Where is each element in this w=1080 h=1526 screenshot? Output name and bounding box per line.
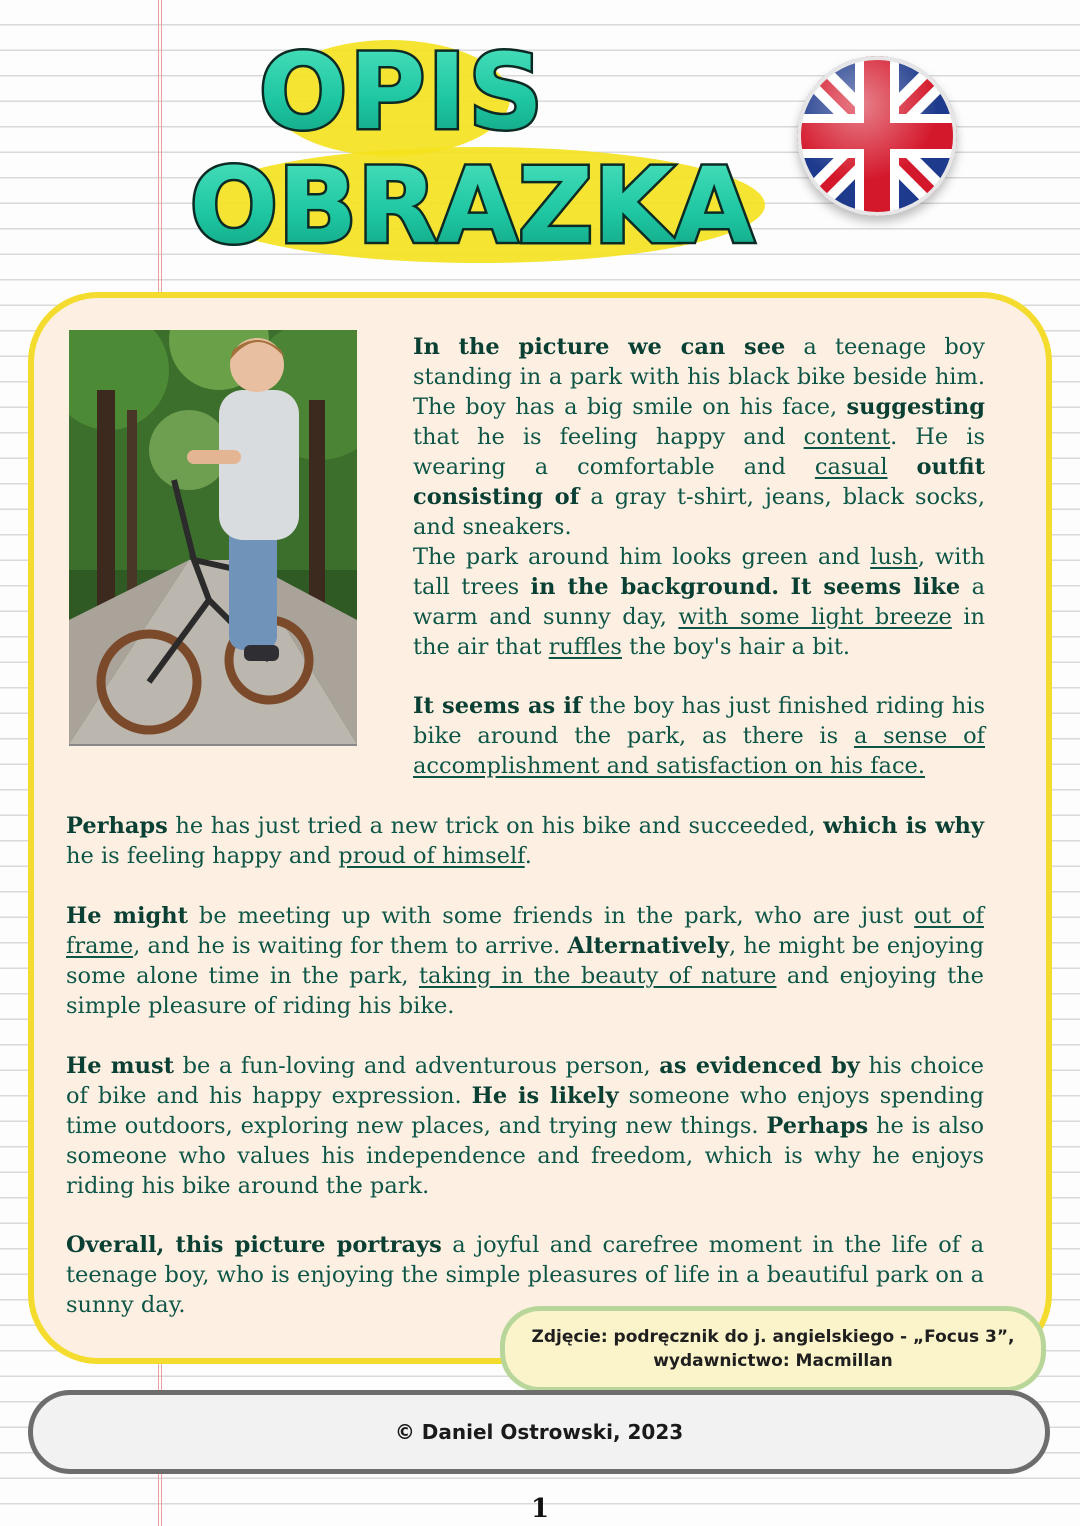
text-run: , he might be enjoying some alone time in the park,: [66, 933, 984, 989]
key-phrase: Overall, this picture portrays: [66, 1232, 442, 1258]
page-number: 1: [530, 1494, 550, 1524]
vocabulary-phrase: a sense of accomplishment and satisfaction on his face.: [413, 723, 985, 779]
key-phrase: Perhaps: [66, 813, 168, 839]
vocabulary-phrase: taking in the beauty of nature: [418, 963, 777, 989]
title-line-2: OBRAZKA: [189, 145, 755, 267]
text-run: the boy's hair a bit.: [621, 634, 851, 660]
copyright-text: © Daniel Ostrowski, 2023: [394, 1420, 684, 1444]
key-phrase: Perhaps: [766, 1113, 869, 1139]
text-run: the boy has just finished riding his bike around the park, as there is: [413, 693, 985, 749]
text-run: , and he is waiting for them to arrive.: [133, 933, 568, 959]
text-run: he is also someone who values his independence and freedom, which is why he enjoys riding his bike around the park.: [66, 1113, 984, 1199]
paragraph-3: [413, 691, 985, 781]
text-run: a joyful and carefree moment in the life of a teenage boy, who is enjoying the simple pleasures of life in a beautiful park on a sunny day.: [66, 1232, 984, 1318]
paragraph-6: [66, 1051, 984, 1201]
key-phrase: as evidenced by: [659, 1053, 860, 1079]
boy-with-bike-photo: [69, 330, 357, 746]
text-run: he has just tried a new trick on his bike and succeeded,: [167, 813, 824, 839]
text-run: he is feeling happy and: [66, 843, 339, 869]
paragraph-2: [413, 542, 985, 662]
page-title: [180, 20, 770, 270]
text-run: a gray t-shirt, jeans, black socks, and sneakers.: [413, 484, 985, 540]
text-run: [779, 574, 790, 600]
paragraph-1: [413, 332, 985, 542]
text-run: his choice of bike and his happy expression.: [66, 1053, 984, 1109]
vocabulary-phrase: with some light breeze: [678, 604, 952, 630]
vocabulary-phrase: casual: [814, 454, 888, 480]
vocabulary-phrase: content: [803, 424, 891, 450]
photo-credit-line-1: Zdjęcie: podręcznik do j. angielskiego - „Focus 3”,: [531, 1327, 1015, 1347]
photo-credit-box: [500, 1306, 1046, 1392]
text-run: someone who enjoys spending time outdoors, exploring new places, and trying new things.: [66, 1083, 985, 1139]
text-run: and enjoying the simple pleasure of riding his bike.: [66, 963, 984, 1019]
key-phrase: outfit consisting of: [413, 454, 985, 510]
text-run: a teenage boy standing in a park with his black bike beside him. The boy has a big smile on his face,: [413, 334, 985, 420]
paragraph-4: [66, 811, 984, 871]
text-run: [888, 454, 917, 480]
vocabulary-phrase: ruffles: [548, 634, 622, 660]
key-phrase: suggesting: [846, 394, 985, 420]
text-run: The park around him looks green and: [413, 544, 871, 570]
key-phrase: Alternatively: [567, 933, 729, 959]
vocabulary-phrase: out of frame: [66, 903, 985, 959]
text-run: .: [524, 843, 532, 869]
key-phrase: He might: [66, 903, 189, 929]
title-line-1: OPIS: [258, 31, 546, 153]
text-run: be meeting up with some friends in the park, who are just: [188, 903, 915, 929]
key-phrase: He must: [66, 1053, 175, 1079]
footer-bar: [28, 1390, 1050, 1474]
key-phrase: It seems as if: [413, 693, 582, 719]
text-run: be a fun-loving and adventurous person,: [174, 1053, 660, 1079]
key-phrase: in the background.: [530, 574, 780, 600]
vocabulary-phrase: proud of himself: [338, 843, 525, 869]
text-run: in the air that: [413, 604, 985, 660]
key-phrase: He is likely: [471, 1083, 619, 1109]
text-run: . He is wearing a comfortable and: [413, 424, 985, 480]
key-phrase: which is why: [823, 813, 984, 839]
text-run: that he is feeling happy and: [413, 424, 804, 450]
key-phrase: It seems like: [790, 574, 961, 600]
text-run: , with tall trees: [413, 544, 985, 600]
photo-credit-line-2: wydawnictwo: Macmillan: [653, 1351, 893, 1371]
union-jack-flag-icon: [797, 56, 957, 216]
paragraph-5: [66, 901, 984, 1021]
text-run: a warm and sunny day,: [413, 574, 985, 630]
vocabulary-phrase: lush: [870, 544, 918, 570]
key-phrase: In the picture we can see: [413, 334, 786, 360]
title-graffiti: [180, 20, 770, 270]
